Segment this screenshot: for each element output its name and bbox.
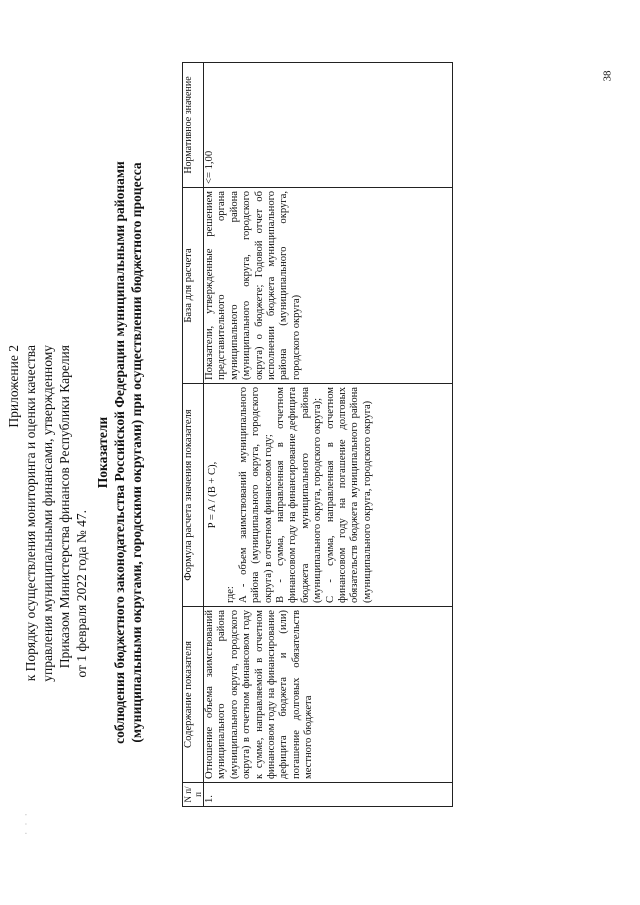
row-formula-cell: [204, 384, 453, 607]
title-line-1: Показатели: [95, 416, 110, 489]
header-formula: Формула расчета значения показателя: [183, 384, 204, 607]
indicators-table: [182, 62, 453, 807]
formula-where: где:: [225, 586, 237, 603]
table-header-row: [183, 63, 204, 807]
legend-b: B - сумма, направленная в отчетном финансовом году на финансирование дефицита бюджета муниципального района (муниципального округа, городского округа);: [275, 387, 324, 603]
appendix-line-4: от 1 февраля 2022 года № 47.: [74, 510, 89, 678]
row-content: Отношение объема заимствований муниципального района (муниципального округа, городского округа) в отчетном финансовом году к сумме, направляемой в отчетном финансовом году на финансирование дефицита бюджета и (или) погашение долговых обязательств местного бюджета: [204, 607, 453, 783]
scan-edge-marks: · · ·: [20, 811, 31, 835]
appendix-line-1: к Порядку осуществления мониторинга и оценки качества: [23, 345, 38, 682]
appendix-title: Приложение 2: [6, 345, 21, 428]
header-content: Содержание показателя: [183, 607, 204, 783]
legend-c: C - сумма, направленная в отчетном финансовом году на погашение долговых обязательств бюджета муниципального района (муниципального округа, городского округа): [324, 387, 373, 603]
page-number: 38: [601, 70, 614, 82]
header-norm: Нормативное значение: [183, 63, 204, 188]
row-base: Показатели, утвержденные решением представительного органа муниципального района (муниципального округа, городского округа) о бюджете; Годовой отчет об исполнении бюджета муниципального района (муниципального округа, городского округа): [204, 188, 453, 384]
legend-a: A - объем заимствований муниципального района (муниципального округа, городского округа) в отчетном финансовом году;: [237, 387, 274, 603]
row-num: 1.: [204, 783, 453, 807]
appendix-line-3: Приказом Министерства финансов Республики Карелия: [57, 345, 72, 669]
title-line-2: соблюдения бюджетного законодательства Российской Федерации муниципальными районами: [112, 161, 127, 744]
formula: P = A / (B + C),: [207, 461, 218, 529]
document-title: [94, 120, 145, 785]
table-row: [204, 63, 453, 807]
appendix-header: [5, 345, 90, 905]
appendix-line-2: управления муниципальными финансами, утвержденному: [40, 345, 55, 682]
title-line-3: (муниципальными округами, городскими округами) при осуществлении бюджетного процесса: [129, 162, 144, 743]
row-norm: <= 1,00: [204, 63, 453, 188]
header-base: База для расчета: [183, 188, 204, 384]
header-num: N п/п: [183, 783, 204, 807]
